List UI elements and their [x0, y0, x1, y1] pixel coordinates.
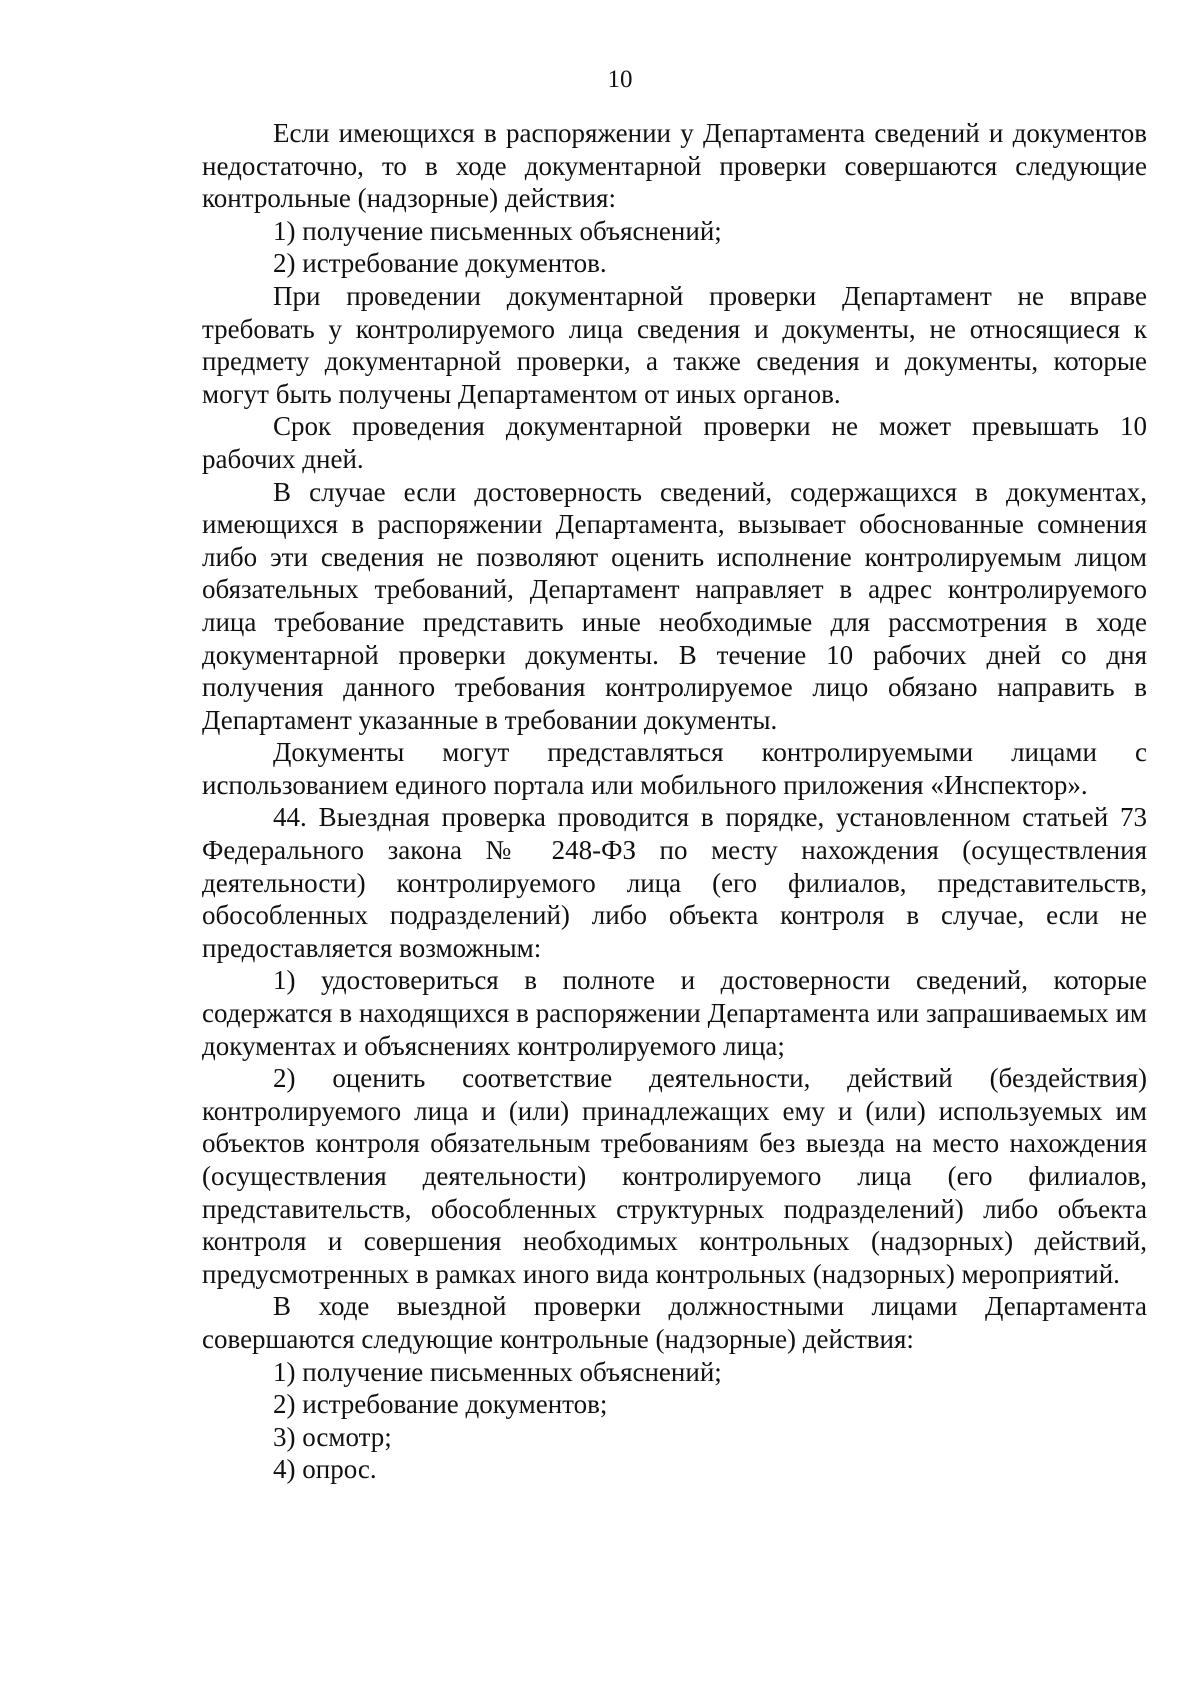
paragraph-inspector-app: Документы могут представляться контролируемыми лицами с использованием единого портала или мобильного приложения «Инспектор».	[202, 737, 1147, 800]
paragraph-intro-insufficient-documents: Если имеющихся в распоряжении у Департамента сведений и документов недостаточно, то в ходе документарной проверки совершаются следующие контрольные (надзорные) действия:	[202, 118, 1147, 214]
paragraph-department-restrictions: При проведении документарной проверки Департамент не вправе требовать у контролируемого лица сведения и документы, не относящиеся к предмету документарной проверки, а также сведения и документы, которые могут быть получены Департаментом от иных органов.	[202, 280, 1147, 409]
paragraph-inspection-term: Срок проведения документарной проверки не может превышать 10 рабочих дней.	[202, 411, 1147, 474]
list-item-explanations: 1) получение письменных объяснений;	[273, 215, 722, 246]
paragraph-doubtful-information: В случае если достоверность сведений, содержащихся в документах, имеющихся в распоряжении Департамента, вызывает обоснованные сомнения либо эти сведения не позволяют оценить исполнение контролируемым лицом обязательных требований, Департамент направляет в адрес контролируемого лица требование представить иные необходимые для рассмотрения в ходе документарной проверки документы. В течение 10 рабочих дней со дня получения данного требования контролируемое лицо обязано направить в Департамент указанные в требовании документы.	[202, 476, 1147, 735]
list-item-verify-completeness: 1) удостовериться в полноте и достоверности сведений, которые содержатся в находящихся в распоряжении Департамента или запрашиваемых им документах и объяснениях контролируемого лица;	[202, 965, 1147, 1061]
list-item-document-request: 2) истребование документов.	[273, 248, 607, 279]
page-number: 10	[607, 66, 633, 93]
list-item-inspection: 3) осмотр;	[273, 1421, 392, 1452]
list-item-survey: 4) опрос.	[273, 1454, 377, 1485]
list-item-assess-compliance: 2) оценить соответствие деятельности, действий (бездействия) контролируемого лица и (или) принадлежащих ему и (или) используемых им объектов контроля обязательным требованиям без выезда на место нахождения (осуществления деятельности) контролируемого лица (его филиалов, представительств, обособленных структурных подразделений) либо объекта контроля и совершения необходимых контрольных (надзорных) действий, предусмотренных в рамках иного вида контрольных (надзорных) мероприятий.	[202, 1063, 1147, 1289]
list-item-onsite-document-request: 2) истребование документов;	[273, 1389, 608, 1420]
paragraph-onsite-actions: В ходе выездной проверки должностными лицами Департамента совершаются следующие контрольные (надзорные) действия:	[202, 1291, 1147, 1354]
paragraph-clause-44: 44. Выездная проверка проводится в порядке, установленном статьей 73 Федерального закона № 248-ФЗ по месту нахождения (осуществления деятельности) контролируемого лица (его филиалов, представительств, обособленных подразделений) либо объекта контроля в случае, если не предоставляется возможным:	[202, 802, 1147, 963]
list-item-onsite-explanations: 1) получение письменных объяснений;	[273, 1356, 722, 1387]
document-body	[202, 117, 1147, 1486]
